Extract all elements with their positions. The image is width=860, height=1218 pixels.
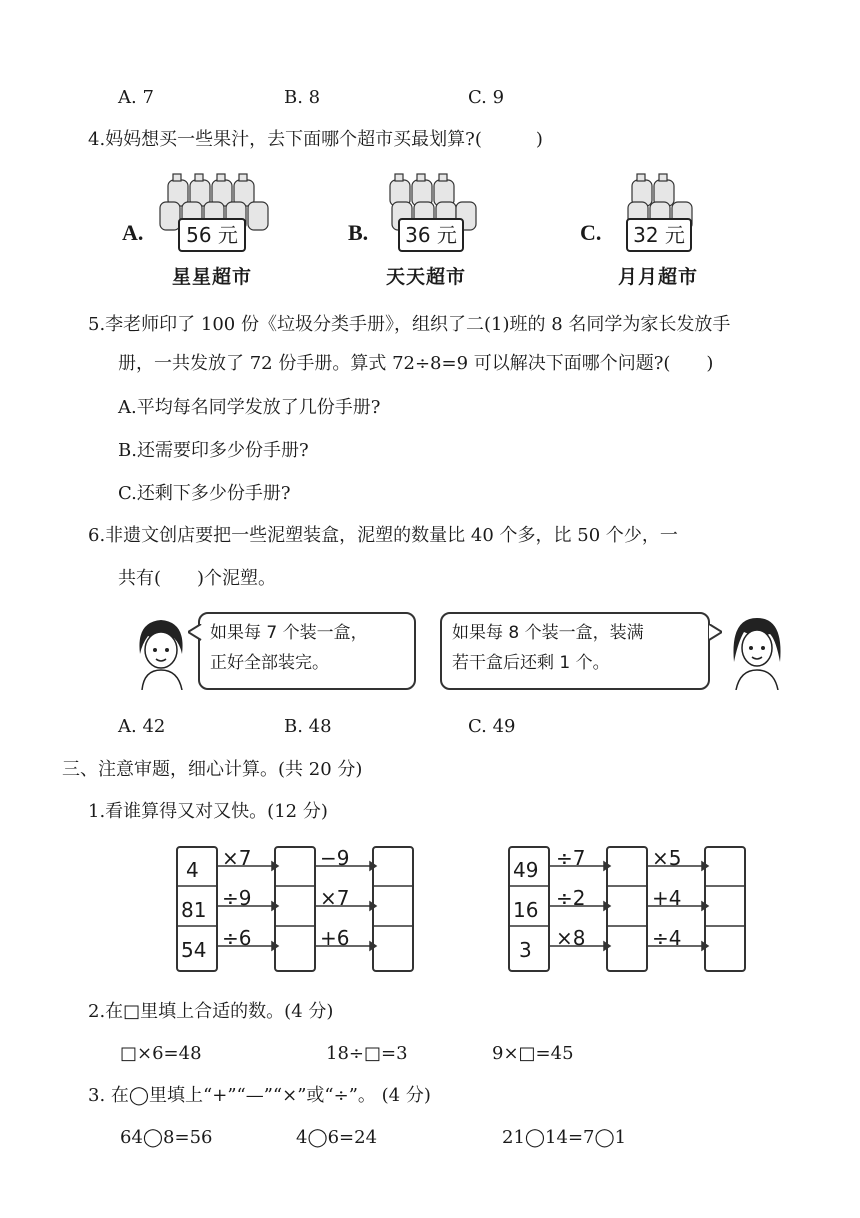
calc-right-op2-0: ×5 [652, 846, 682, 870]
shop-c-letter: C. [580, 220, 602, 245]
calc-right-op1-0: ÷7 [556, 846, 586, 870]
calc-left-op2-0: −9 [320, 846, 350, 870]
s3-item-2: 4◯6=24 [296, 1127, 378, 1148]
calc-left-op1-2: ÷6 [222, 926, 252, 950]
calc-left-op1-0: ×7 [222, 846, 252, 870]
calc-left-input-2: 54 [181, 938, 207, 962]
calc-left-input-0: 4 [186, 858, 199, 882]
calc-left-op2-2: +6 [320, 926, 350, 950]
speech-bubble-left [198, 612, 416, 690]
q5-line2: 册，一共发放了 72 份手册。算式 72÷8=9 可以解决下面哪个问题?( ) [118, 353, 714, 374]
q6-option-c: C. 49 [468, 716, 516, 737]
shop-b-letter: B. [348, 220, 369, 245]
shop-a-letter: A. [122, 220, 144, 245]
q6-line1: 6.非遗文创店要把一些泥塑装盒，泥塑的数量比 40 个多，比 50 个少，一 [88, 525, 678, 546]
calc-right-op2-2: ÷4 [652, 926, 682, 950]
q5-option-b: B.还需要印多少份手册? [118, 440, 309, 461]
calc-right-input-2: 3 [519, 938, 532, 962]
q5-line1: 5.李老师印了 100 份《垃圾分类手册》，组织了二(1)班的 8 名同学为家长发放手 [88, 314, 731, 335]
s3-title: 3. 在◯里填上“+”“—”“×”或“÷”。 (4 分) [88, 1085, 431, 1106]
girl-avatar-icon [726, 612, 788, 690]
shop-a-name: 星星超市 [172, 266, 253, 288]
s2-title: 2.在□里填上合适的数。(4 分) [88, 1001, 334, 1022]
girl-avatar-icon [130, 614, 192, 690]
shop-b-price: 36 元 [398, 218, 464, 252]
q6-line2: 共有( )个泥塑。 [118, 568, 277, 589]
q4-stem: 4.妈妈想买一些果汁，去下面哪个超市买最划算?( ) [88, 129, 543, 150]
calc-left-op2-1: ×7 [320, 886, 350, 910]
q6-option-b: B. 48 [284, 716, 332, 737]
bubble-right-line2: 若干盒后还剩 1 个。 [452, 653, 610, 673]
bubble-right-line1: 如果每 8 个装一盒，装满 [452, 623, 644, 643]
shop-c-price: 32 元 [626, 218, 692, 252]
q3-option-c: C. 9 [468, 87, 505, 108]
speech-bubble-right [440, 612, 710, 690]
s2-item-1: □×6=48 [120, 1043, 202, 1064]
q3-option-b: B. 8 [284, 87, 321, 108]
q6-option-a: A. 42 [118, 716, 166, 737]
s3-item-3: 21◯14=7◯1 [502, 1127, 627, 1148]
shop-c-name: 月月超市 [618, 266, 699, 288]
s1-title: 1.看谁算得又对又快。(12 分) [88, 801, 328, 822]
calc-right-op2-1: +4 [652, 886, 682, 910]
bubble-tail-right [708, 624, 722, 644]
calc-right-op1-1: ÷2 [556, 886, 586, 910]
calc-right-arrows [502, 840, 752, 980]
calc-right-op1-2: ×8 [556, 926, 586, 950]
q5-option-c: C.还剩下多少份手册? [118, 483, 291, 504]
s3-item-1: 64◯8=56 [120, 1127, 213, 1148]
bubble-left-line1: 如果每 7 个装一盒， [210, 623, 368, 643]
q3-option-a: A. 7 [118, 87, 154, 108]
calc-left-input-1: 81 [181, 898, 207, 922]
shop-a-price: 56 元 [178, 218, 246, 252]
q5-option-a: A.平均每名同学发放了几份手册? [118, 397, 381, 418]
calc-left-op1-1: ÷9 [222, 886, 252, 910]
bubble-left-line2: 正好全部装完。 [210, 653, 329, 673]
shop-b-name: 天天超市 [386, 266, 467, 288]
s2-item-2: 18÷□=3 [326, 1043, 408, 1064]
calc-right-input-1: 16 [513, 898, 539, 922]
calc-right-input-0: 49 [513, 858, 539, 882]
s2-item-3: 9×□=45 [492, 1043, 574, 1064]
calc-left-arrows [170, 840, 420, 980]
section3-heading: 三、注意审题，细心计算。(共 20 分) [62, 759, 363, 780]
bubble-tail-left [188, 624, 202, 644]
